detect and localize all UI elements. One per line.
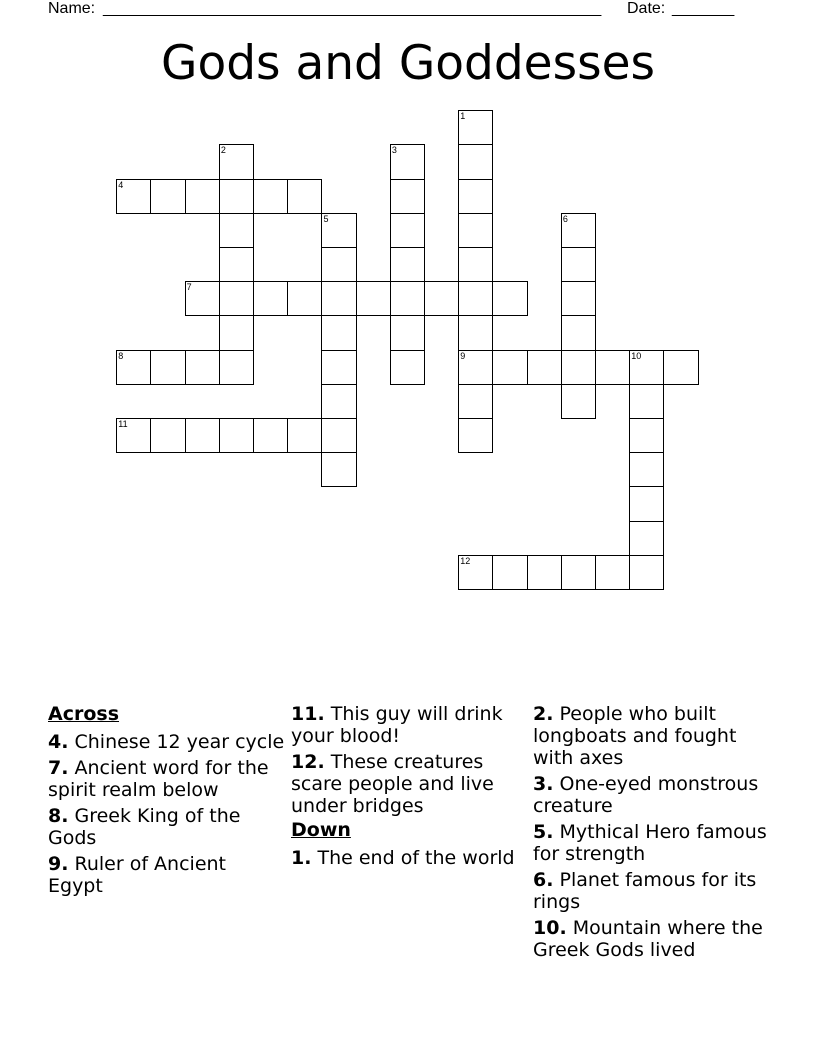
crossword-cell[interactable] bbox=[458, 384, 493, 419]
crossword-cell[interactable] bbox=[390, 350, 425, 385]
crossword-cell[interactable] bbox=[219, 281, 254, 316]
name-blank-line: ________________________________________________________ bbox=[103, 0, 602, 17]
across-clue-list bbox=[48, 731, 286, 897]
clue-number: 1. bbox=[291, 847, 312, 869]
cell-number: 11 bbox=[118, 419, 128, 430]
crossword-cell[interactable] bbox=[185, 281, 220, 316]
crossword-cell[interactable] bbox=[458, 315, 493, 350]
crossword-cell[interactable] bbox=[595, 350, 630, 385]
clue-text: Mountain where the Greek Gods lived bbox=[533, 917, 763, 961]
clue-number: 8. bbox=[48, 805, 69, 827]
clue-text: Greek King of the Gods bbox=[48, 805, 241, 849]
crossword-cell[interactable] bbox=[253, 179, 288, 214]
clue-text: People who built longboats and fought with axes bbox=[533, 703, 737, 769]
clue-number: 3. bbox=[533, 773, 554, 795]
crossword-cell[interactable] bbox=[390, 281, 425, 316]
crossword-cell[interactable] bbox=[219, 418, 254, 453]
crossword-cell[interactable] bbox=[561, 315, 596, 350]
cell-number: 2 bbox=[220, 145, 226, 156]
clue-text: Mythical Hero famous for strength bbox=[533, 821, 767, 865]
clue-text: The end of the world bbox=[311, 847, 515, 869]
crossword-cell[interactable] bbox=[595, 555, 630, 590]
date-blank-line: _______ bbox=[672, 0, 735, 17]
crossword-cell[interactable] bbox=[219, 179, 254, 214]
clue bbox=[291, 751, 529, 817]
across-heading: Across bbox=[48, 703, 120, 725]
crossword-cell[interactable] bbox=[561, 281, 596, 316]
clue-number: 5. bbox=[533, 821, 554, 843]
crossword-cell[interactable] bbox=[219, 247, 254, 282]
down-clue-list bbox=[291, 847, 529, 869]
crossword-cell[interactable] bbox=[629, 486, 664, 521]
down-heading: Down bbox=[291, 819, 351, 841]
crossword-cell[interactable] bbox=[629, 418, 664, 453]
crossword-cell[interactable] bbox=[527, 350, 562, 385]
clue-text: Planet famous for its rings bbox=[533, 869, 757, 913]
crossword-cell[interactable] bbox=[561, 247, 596, 282]
clue-text: This guy will drink your blood! bbox=[291, 703, 503, 747]
crossword-cell[interactable] bbox=[390, 247, 425, 282]
crossword-cell[interactable] bbox=[185, 418, 220, 453]
crossword-cell[interactable] bbox=[390, 144, 425, 179]
clue bbox=[533, 703, 771, 769]
crossword-cell[interactable] bbox=[219, 213, 254, 248]
crossword-cell[interactable] bbox=[561, 555, 596, 590]
clue-column-3 bbox=[533, 703, 771, 965]
clue bbox=[533, 917, 771, 961]
crossword-cell[interactable] bbox=[287, 418, 322, 453]
crossword-cell[interactable] bbox=[219, 350, 254, 385]
crossword-cell[interactable] bbox=[458, 179, 493, 214]
clue-number: 10. bbox=[533, 917, 567, 939]
clue-column-2 bbox=[291, 703, 529, 873]
crossword-cell[interactable] bbox=[390, 179, 425, 214]
cell-number: 4 bbox=[118, 179, 124, 190]
clue-text: Ancient word for the spirit realm below bbox=[48, 757, 269, 801]
cell-number: 8 bbox=[118, 350, 124, 361]
crossword-cell[interactable] bbox=[321, 418, 356, 453]
cell-number: 1 bbox=[460, 111, 466, 122]
crossword-cell[interactable] bbox=[458, 213, 493, 248]
date-label: Date: bbox=[627, 0, 666, 17]
clue-number: 12. bbox=[291, 751, 325, 773]
crossword-cell[interactable] bbox=[629, 521, 664, 556]
crossword-cell[interactable] bbox=[150, 350, 185, 385]
clue-text: Chinese 12 year cycle bbox=[68, 731, 285, 753]
crossword-cell[interactable] bbox=[424, 281, 459, 316]
clue-text: One-eyed monstrous creature bbox=[533, 773, 759, 817]
crossword-cell[interactable] bbox=[321, 350, 356, 385]
clue-number: 2. bbox=[533, 703, 554, 725]
crossword-cell[interactable] bbox=[150, 418, 185, 453]
crossword-cell[interactable] bbox=[458, 418, 493, 453]
cell-number: 7 bbox=[186, 282, 192, 293]
clue bbox=[533, 773, 771, 817]
crossword-cell[interactable] bbox=[561, 213, 596, 248]
crossword-cell[interactable] bbox=[663, 350, 698, 385]
cell-number: 12 bbox=[460, 555, 471, 566]
crossword-cell[interactable] bbox=[390, 315, 425, 350]
clue-number: 6. bbox=[533, 869, 554, 891]
down-clue-list-continued bbox=[533, 703, 771, 961]
crossword-cell[interactable] bbox=[185, 179, 220, 214]
crossword-cell[interactable] bbox=[321, 384, 356, 419]
crossword-cell[interactable] bbox=[458, 110, 493, 145]
clue-number: 7. bbox=[48, 757, 69, 779]
crossword-cell[interactable] bbox=[458, 350, 493, 385]
crossword-cell[interactable] bbox=[492, 555, 527, 590]
clue-number: 4. bbox=[48, 731, 69, 753]
crossword-cell[interactable] bbox=[321, 247, 356, 282]
clue-column-1 bbox=[48, 703, 286, 901]
crossword-cell[interactable] bbox=[629, 555, 664, 590]
crossword-cell[interactable] bbox=[219, 315, 254, 350]
crossword-cell[interactable] bbox=[629, 452, 664, 487]
crossword-cell[interactable] bbox=[287, 179, 322, 214]
crossword-cell[interactable] bbox=[321, 452, 356, 487]
crossword-cell[interactable] bbox=[458, 281, 493, 316]
cell-number: 10 bbox=[631, 350, 642, 361]
crossword-cell[interactable] bbox=[219, 144, 254, 179]
crossword-cell[interactable] bbox=[356, 281, 391, 316]
crossword-cell[interactable] bbox=[629, 350, 664, 385]
crossword-cell[interactable] bbox=[253, 418, 288, 453]
crossword-cell[interactable] bbox=[321, 281, 356, 316]
crossword-cell[interactable] bbox=[561, 384, 596, 419]
clue bbox=[48, 853, 286, 897]
clue bbox=[533, 869, 771, 913]
clue-number: 9. bbox=[48, 853, 69, 875]
crossword-cell[interactable] bbox=[629, 384, 664, 419]
clue-number: 11. bbox=[291, 703, 325, 725]
crossword-cell[interactable] bbox=[287, 281, 322, 316]
clue-text: These creatures scare people and live under bridges bbox=[291, 751, 494, 817]
crossword-cell[interactable] bbox=[321, 213, 356, 248]
crossword-cell[interactable] bbox=[321, 315, 356, 350]
clue bbox=[48, 805, 286, 849]
crossword-cell[interactable] bbox=[458, 555, 493, 590]
crossword-cell[interactable] bbox=[150, 179, 185, 214]
clue bbox=[291, 703, 529, 747]
crossword-cell[interactable] bbox=[561, 350, 596, 385]
crossword-cell[interactable] bbox=[527, 555, 562, 590]
clue bbox=[48, 757, 286, 801]
clue-text: Ruler of Ancient Egypt bbox=[48, 853, 227, 897]
across-clue-list-continued bbox=[291, 703, 529, 817]
cell-number: 5 bbox=[323, 213, 329, 224]
cell-number: 9 bbox=[460, 350, 466, 361]
page-title: Gods and Goddesses bbox=[161, 36, 655, 91]
cell-number: 3 bbox=[391, 145, 397, 156]
cell-number: 6 bbox=[562, 213, 568, 224]
crossword-cell[interactable] bbox=[492, 281, 527, 316]
crossword-cell[interactable] bbox=[116, 179, 151, 214]
crossword-cell[interactable] bbox=[116, 350, 151, 385]
crossword-cell[interactable] bbox=[458, 247, 493, 282]
crossword-cell[interactable] bbox=[185, 350, 220, 385]
crossword-cell[interactable] bbox=[116, 418, 151, 453]
name-label: Name: bbox=[48, 0, 96, 17]
crossword-cell[interactable] bbox=[492, 350, 527, 385]
clue bbox=[533, 821, 771, 865]
crossword-cell[interactable] bbox=[253, 281, 288, 316]
clue bbox=[291, 847, 529, 869]
crossword-cell[interactable] bbox=[390, 213, 425, 248]
clue bbox=[48, 731, 286, 753]
crossword-cell[interactable] bbox=[458, 144, 493, 179]
